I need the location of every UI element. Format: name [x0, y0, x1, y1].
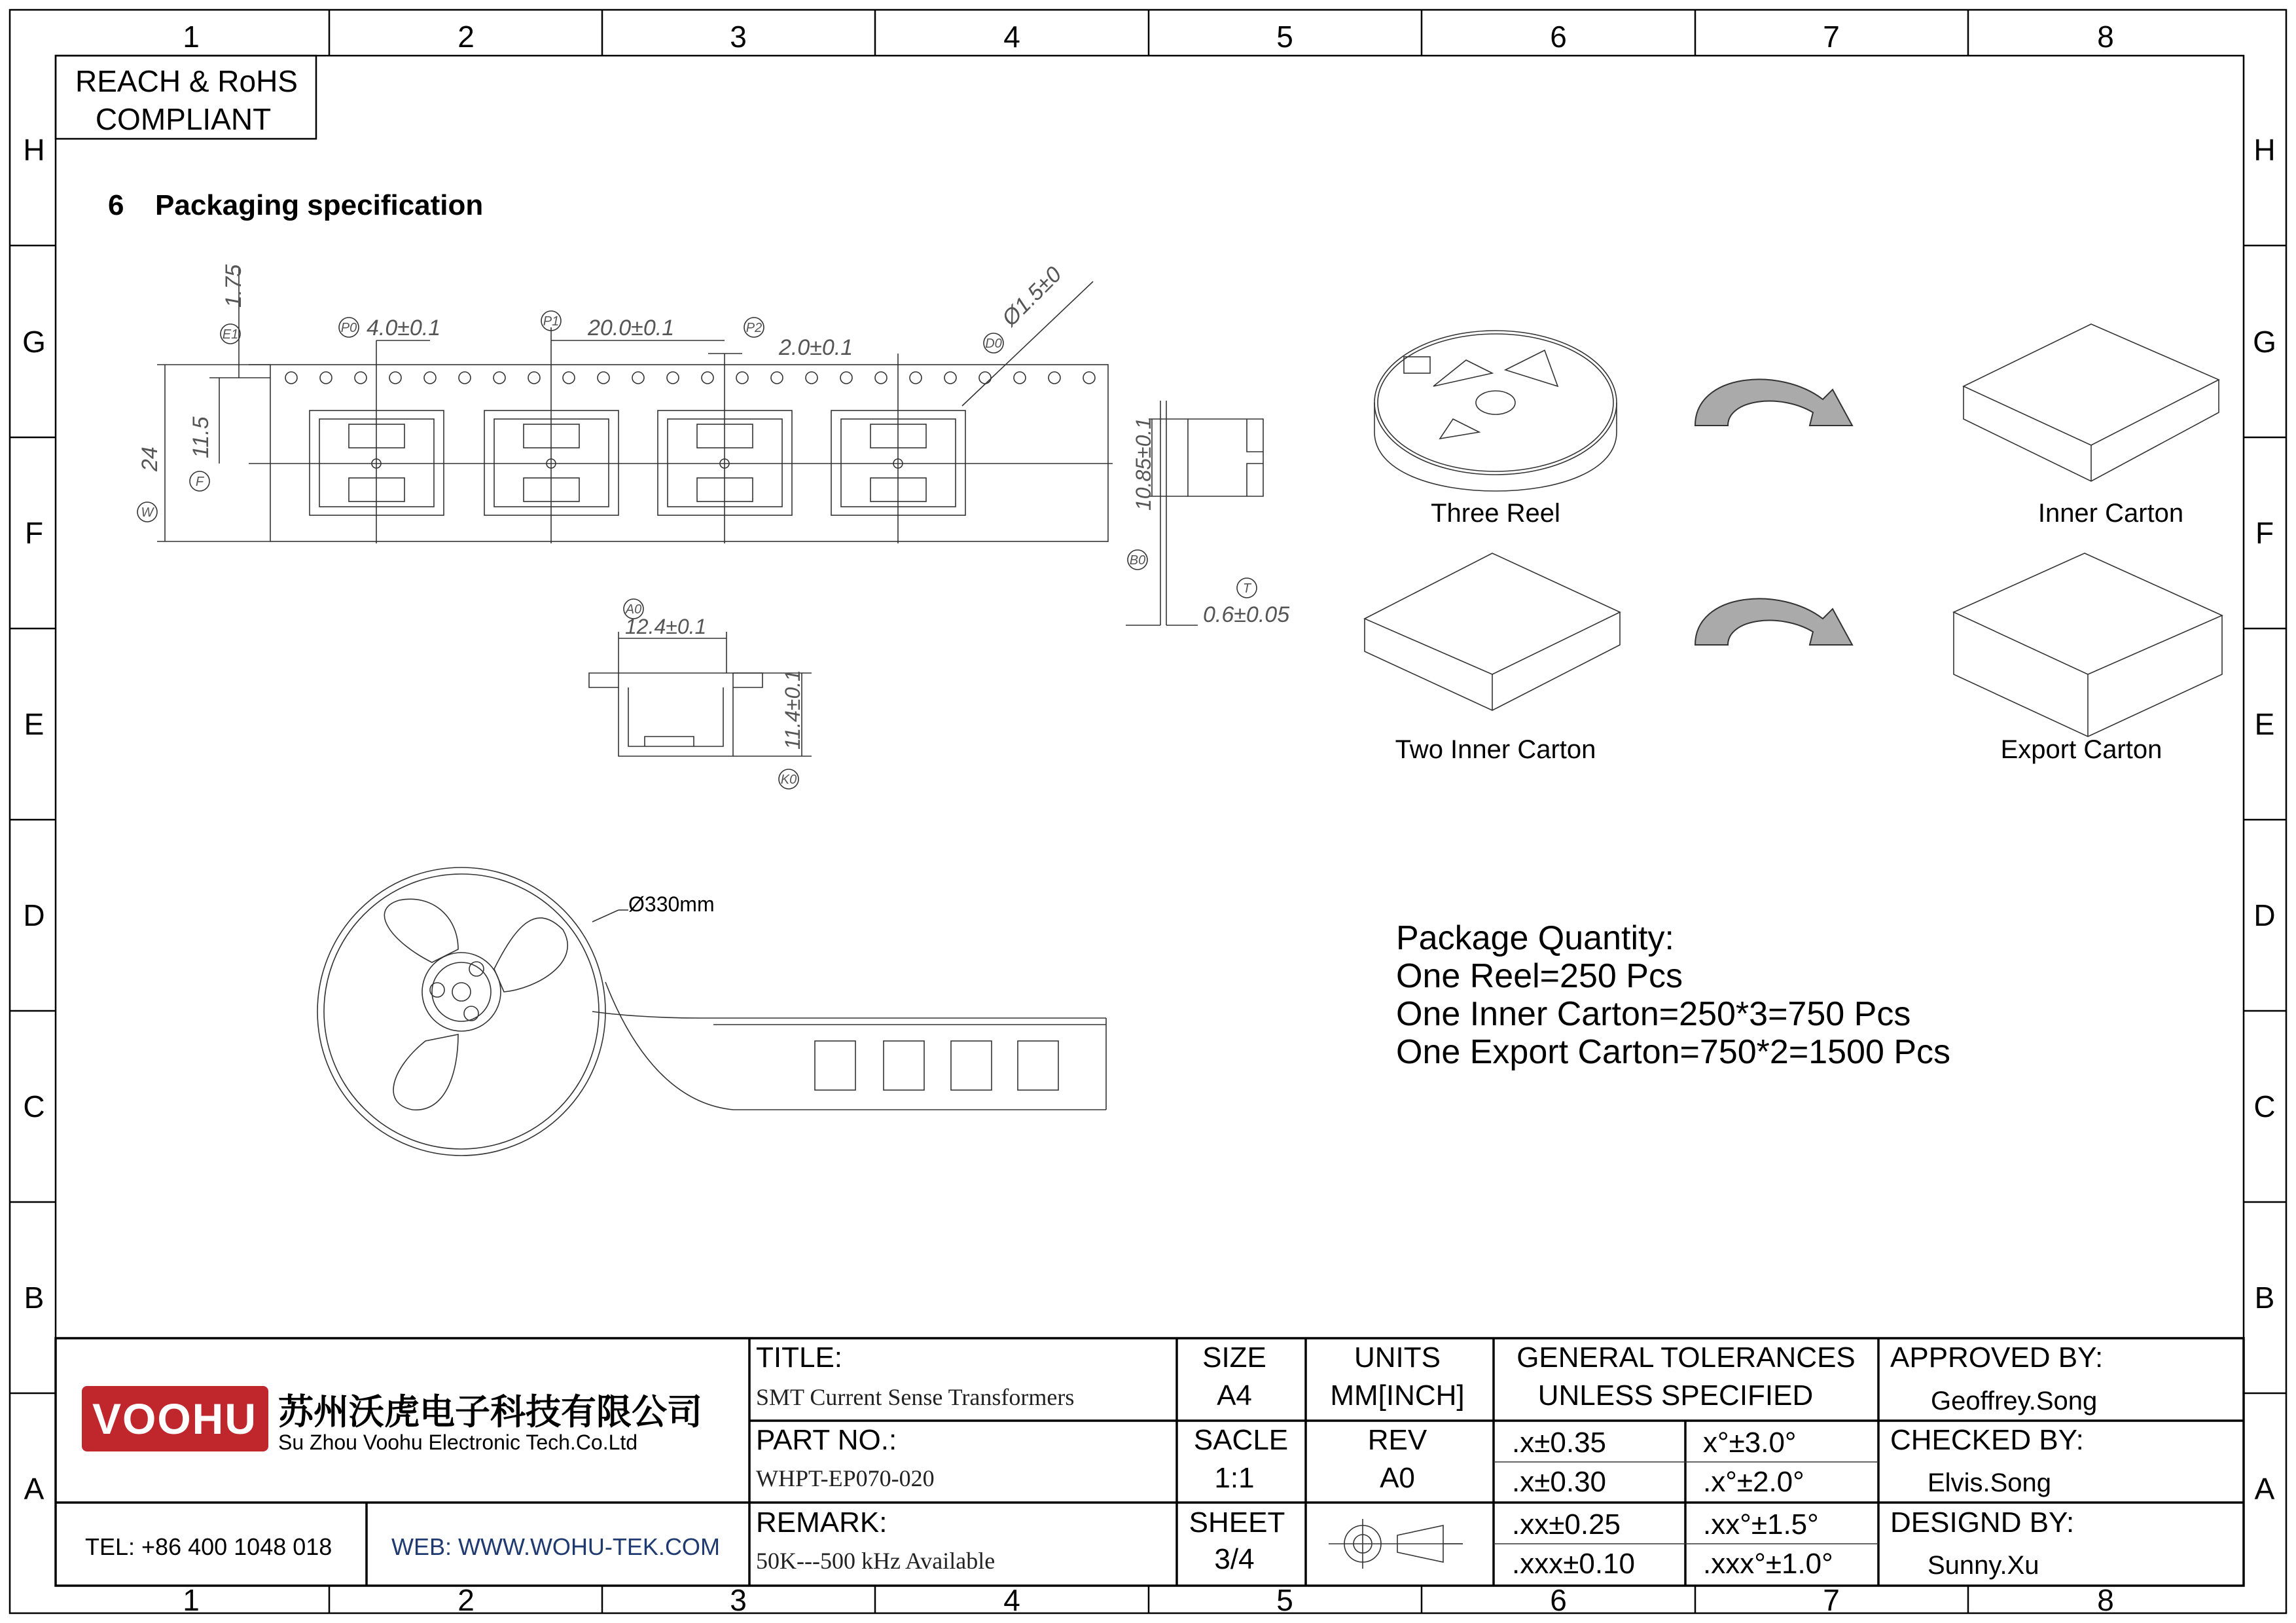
quantity-line2: One Inner Carton=250*3=750 Pcs: [1396, 995, 1911, 1033]
row-label-d-right: D: [2253, 898, 2276, 932]
col-label-5-bottom: 5: [1276, 1583, 1293, 1617]
dim-d0: Ø1.5±0: [997, 262, 1067, 331]
arrow-icon: [1695, 379, 1852, 426]
row-label-d: D: [23, 898, 45, 932]
title-label: TITLE:: [756, 1341, 843, 1374]
dim-tag-e1: E1: [222, 327, 239, 342]
reel-diameter-label: Ø330mm: [628, 892, 715, 916]
tol-angular-1: x°±3.0°: [1703, 1427, 1797, 1459]
dim-tag-t: T: [1242, 581, 1251, 596]
dim-tag-k0: K0: [780, 773, 797, 787]
website-link[interactable]: WEB: WWW.WOHU-TEK.COM: [391, 1533, 720, 1560]
dim-p1: 20.0±0.1: [588, 316, 675, 340]
row-label-h: H: [23, 133, 45, 167]
col-label-3: 3: [730, 20, 747, 54]
package-quantity: [1396, 919, 1950, 1071]
remark-label: REMARK:: [756, 1506, 888, 1539]
col-label-6: 6: [1550, 20, 1567, 54]
col-label-1: 1: [183, 20, 200, 54]
label-export-carton: Export Carton: [2000, 735, 2162, 764]
dim-b0: 10.85±0.1: [1132, 417, 1155, 511]
quantity-heading: Package Quantity:: [1396, 919, 1674, 957]
size-value: A4: [1217, 1379, 1252, 1412]
checked-value: Elvis.Song: [1928, 1468, 2051, 1497]
section-title: Packaging specification: [155, 189, 484, 221]
quantity-line3: One Export Carton=750*2=1500 Pcs: [1396, 1033, 1951, 1071]
dim-tag-d0: D0: [985, 337, 1002, 351]
two-inner-carton-box: [1365, 553, 1620, 710]
remark-value: 50K---500 kHz Available: [756, 1548, 996, 1574]
title-block: [56, 1338, 2244, 1586]
title-value: SMT Current Sense Transformers: [756, 1384, 1075, 1410]
projection-symbol-icon: [1329, 1519, 1463, 1569]
compliance-box: [56, 56, 316, 139]
part-label: PART NO.:: [756, 1424, 897, 1456]
row-label-a: A: [24, 1472, 45, 1506]
quantity-line1: One Reel=250 Pcs: [1396, 957, 1683, 995]
tel: TEL: +86 400 1048 018: [85, 1533, 332, 1560]
export-carton-box: [1954, 553, 2222, 737]
row-label-h-right: H: [2253, 133, 2276, 167]
scale-value: 1:1: [1214, 1462, 1255, 1494]
row-label-b-right: B: [2254, 1281, 2275, 1315]
approved-label: APPROVED BY:: [1890, 1341, 2104, 1374]
dim-a0: 12.4±0.1: [625, 615, 707, 638]
compliance-line1: REACH & RoHS: [75, 64, 298, 98]
dim-tag-a0: A0: [625, 602, 642, 617]
rev-value: A0: [1380, 1462, 1415, 1494]
sheet-value: 3/4: [1214, 1543, 1255, 1575]
dim-tag-p2: P2: [745, 321, 762, 335]
company-name-en: Su Zhou Voohu Electronic Tech.Co.Ltd: [278, 1431, 638, 1454]
company-name-cn: 苏州沃虎电子科技有限公司: [278, 1393, 702, 1432]
dim-tag-b0: B0: [1129, 553, 1146, 568]
tol-linear-1: .x±0.35: [1512, 1427, 1607, 1459]
tol-angular-2: .x°±2.0°: [1703, 1466, 1804, 1498]
units-label: UNITS: [1354, 1341, 1441, 1374]
dim-tag-w: W: [141, 505, 154, 520]
tol-angular-4: .xxx°±1.0°: [1703, 1548, 1833, 1580]
col-label-1-bottom: 1: [183, 1583, 200, 1617]
col-label-4-bottom: 4: [1003, 1583, 1020, 1617]
rev-label: REV: [1367, 1424, 1427, 1456]
designed-label: DESIGND BY:: [1890, 1506, 2075, 1539]
tol-angular-3: .xx°±1.5°: [1703, 1508, 1819, 1541]
section-number: 6: [108, 189, 124, 221]
row-label-e-right: E: [2254, 707, 2275, 741]
row-label-a-right: A: [2254, 1472, 2275, 1506]
voohu-logo-text: VOOHU: [92, 1395, 258, 1443]
sheet-label: SHEET: [1189, 1506, 1285, 1539]
approved-value: Geoffrey.Song: [1931, 1387, 2098, 1415]
dim-t: 0.6±0.05: [1203, 602, 1290, 627]
col-label-6-bottom: 6: [1550, 1583, 1567, 1617]
dim-w: 24: [137, 447, 162, 471]
packaging-flow: [1365, 324, 2222, 764]
col-label-4: 4: [1003, 20, 1020, 54]
dim-k0: 11.4±0.1: [781, 670, 804, 750]
dim-tag-p0: P0: [340, 321, 357, 335]
inner-carton-box: [1964, 324, 2219, 481]
tolerances-label-2: UNLESS SPECIFIED: [1537, 1379, 1814, 1412]
row-label-c-right: C: [2253, 1089, 2276, 1123]
label-two-inner-carton: Two Inner Carton: [1395, 735, 1596, 764]
designed-value: Sunny.Xu: [1928, 1551, 2039, 1580]
tol-linear-3: .xx±0.25: [1512, 1508, 1621, 1541]
row-label-g: G: [22, 325, 46, 359]
row-label-e: E: [24, 707, 45, 741]
arrow-icon-2: [1695, 598, 1852, 645]
tape-side-view: [1126, 401, 1289, 627]
dim-p0: 4.0±0.1: [367, 316, 441, 340]
reel-illustration: [1374, 331, 1617, 491]
row-label-g-right: G: [2253, 325, 2276, 359]
col-label-2-bottom: 2: [457, 1583, 475, 1617]
row-label-b: B: [24, 1281, 45, 1315]
col-label-2: 2: [457, 20, 475, 54]
part-value: WHPT-EP070-020: [756, 1465, 935, 1491]
dim-tag-p1: P1: [543, 314, 560, 329]
dim-e1: 1.75: [221, 264, 246, 308]
col-label-8-bottom: 8: [2097, 1583, 2114, 1617]
label-three-reel: Three Reel: [1431, 499, 1560, 528]
col-label-3-bottom: 3: [730, 1583, 747, 1617]
row-label-c: C: [23, 1089, 45, 1123]
tolerances-label-1: GENERAL TOLERANCES: [1516, 1341, 1856, 1374]
col-label-8: 8: [2097, 20, 2114, 54]
dim-p2: 2.0±0.1: [779, 335, 853, 360]
carrier-tape-top-view: [137, 262, 1113, 543]
scale-label: SACLE: [1193, 1424, 1289, 1456]
compliance-line2: COMPLIANT: [95, 102, 272, 136]
row-label-f-right: F: [2255, 516, 2274, 550]
col-label-7: 7: [1823, 20, 1840, 54]
size-label: SIZE: [1202, 1341, 1266, 1374]
pocket-cross-section: [589, 599, 812, 789]
label-inner-carton: Inner Carton: [2037, 499, 2184, 528]
tol-linear-2: .x±0.30: [1512, 1466, 1607, 1498]
dim-tag-f: F: [195, 475, 204, 489]
reel-with-tape: [317, 867, 1106, 1156]
checked-label: CHECKED BY:: [1890, 1424, 2084, 1456]
drawing-frame: [10, 10, 2286, 1617]
dim-f: 11.5: [188, 416, 213, 458]
tol-linear-4: .xxx±0.10: [1512, 1548, 1636, 1580]
col-label-7-bottom: 7: [1823, 1583, 1840, 1617]
row-label-f: F: [24, 516, 44, 550]
col-label-5: 5: [1276, 20, 1293, 54]
units-value: MM[INCH]: [1330, 1379, 1465, 1412]
